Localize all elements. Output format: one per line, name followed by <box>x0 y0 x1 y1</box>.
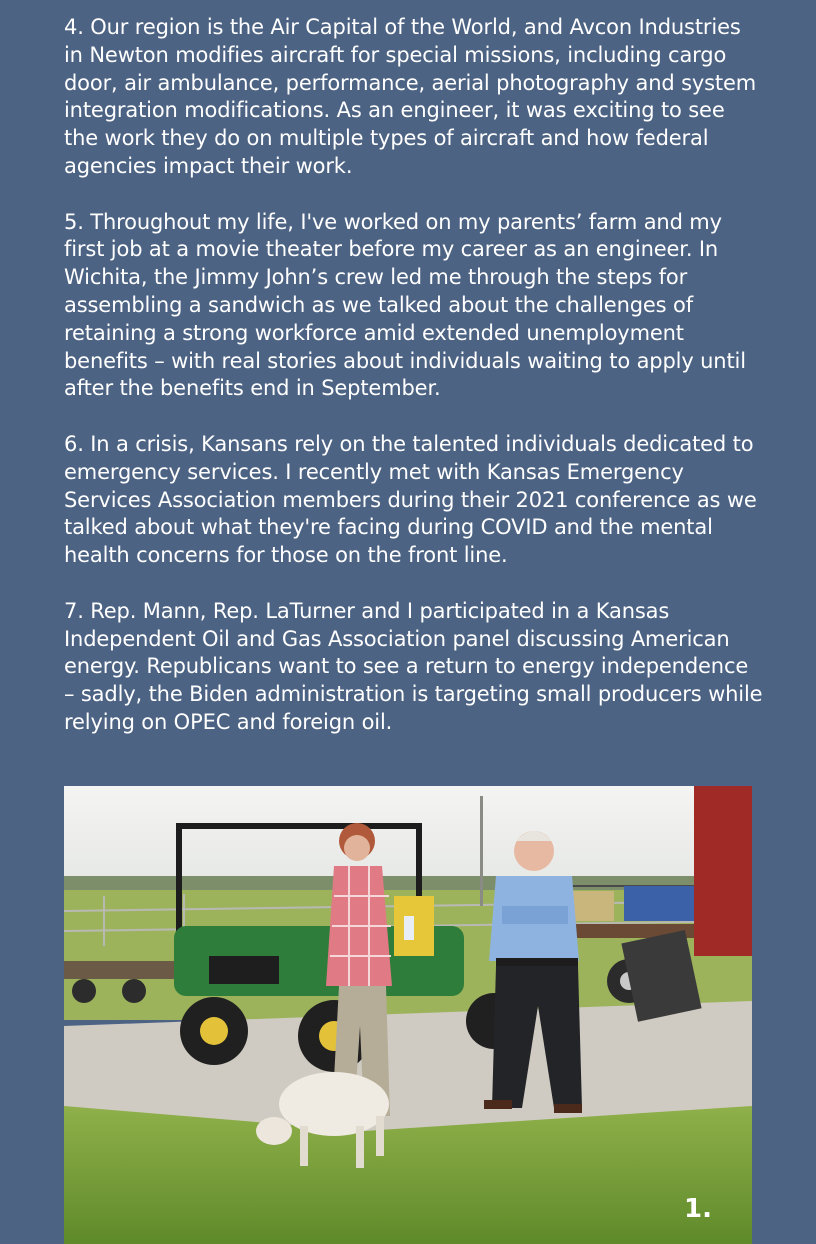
paragraph-item-6: 6. In a crisis, Kansans rely on the talented individuals dedicated to emergency services. I recently met with Kansas Emergency Services Association members during their 2021 conference as we talked about what they're facing during COVID and the mental health concerns for those on the front line. <box>64 431 757 568</box>
photo-number-label: 1. <box>684 1194 712 1224</box>
farm-photo <box>64 786 752 1244</box>
paragraph-item-7: 7. Rep. Mann, Rep. LaTurner and I participated in a Kansas Independent Oil and Gas Association panel discussing American energy. Republicans want to see a return to energy independence – sadly, the Biden administration is targeting small producers while relying on OPEC and foreign oil. <box>64 598 763 734</box>
article-body <box>64 14 764 765</box>
paragraph-item-4: 4. Our region is the Air Capital of the World, and Avcon Industries in Newton modifies aircraft for special missions, including cargo door, air ambulance, performance, aerial photography and system integration modifications. As an engineer, it was exciting to see the work they do on multiple types of aircraft and how federal agencies impact their work. <box>64 15 757 178</box>
farm-photo-illustration <box>64 786 752 1244</box>
paragraph-item-5: 5. Throughout my life, I've worked on my parents’ farm and my first job at a movie theater before my career as an engineer. In Wichita, the Jimmy John’s crew led me through the steps for assembling a sandwich as we talked about the challenges of retaining a strong workforce amid extended unemployment benefits – with real stories about individuals waiting to apply until after the benefits end in September. <box>64 209 746 401</box>
